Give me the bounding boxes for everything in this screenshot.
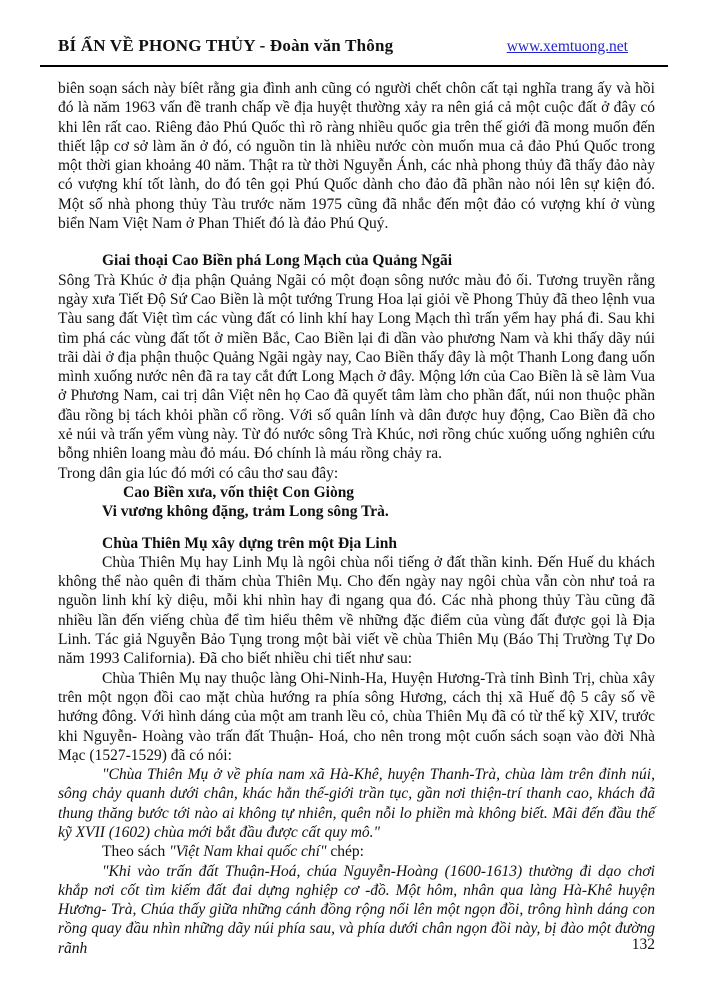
source-line [58,842,655,861]
source-line-pre: Theo sách [102,843,170,861]
source-book-title: "Việt Nam khai quốc chí" [169,843,327,861]
paragraph-intro: biên soạn sách này bíêt rằng gia đình anh cũng có người chết chôn cất tại nghĩa trang ấy và hồi đó là năm 1963 vấn đề tranh chấp về địa huyệt thường xảy ra nên giá cả một cuộc đất ở đây có khi lên rất cao. Riêng đảo Phú Quốc thì rõ ràng nhiều quốc gia trên thế giới đã mong muốn đến thiết lập cơ sở làm ăn ở đó, có nguồn tin là nhiều nước còn muốn mua cả đảo Phú Quốc trong một thời gian khoảng 40 năm. Thật ra từ thời Nguyễn Ánh, các nhà phong thủy đã thấy đảo này có vượng khí tốt lành, do đó tên gọi Phú Quốc dành cho đảo đã phần nào nói lên sự kiện đó. Một số nhà phong thủy Tàu trước năm 1975 cũng đã nhắc đến một đảo có vượng khí ở vùng biển Nam Việt Nam ở Phan Thiết đó là đảo Phú Quý. [58,80,655,233]
website-link[interactable]: www.xemtuong.net [506,38,628,55]
section-heading-cao-bien: Giai thoại Cao Biền phá Long Mạch của Quảng Ngãi [102,252,453,270]
page-number: 132 [631,936,655,953]
section-heading-thien-mu: Chùa Thiên Mụ xây dựng trên một Địa Linh [102,534,397,552]
source-line-post: chép: [326,843,364,861]
paragraph-thien-mu-2: Chùa Thiên Mụ nay thuộc làng Ohi-Ninh-Ha, Huyện Hương-Trà tỉnh Bình Trị, chùa xây trên một ngọn đồi cao mặt chùa hướng ra phía sông Hương, cách thị xã Huế độ 5 cây số về hướng đông. Với hình dáng của một am tranh lều cỏ, chùa Thiên Mụ đã có từ thế kỹ XIV, trước khi Nguyễn- Hoàng vào trấn đất Thuận- Hoá, cho nên trong một cuốn sách soạn vào đời Nhà Mạc (1527-1529) đã có nói: [58,669,655,764]
quote-khai-quoc-chi: "Khi vào trấn đất Thuận-Hoá, chúa Nguyễn-Hoàng (1600-1613) thường đi dạo chơi khắp nơi cốt tìm kiếm đất đai dựng nghiệp cơ -đồ. Một hôm, nhân qua làng Hà-Khê huyện Hương- Trà, Chúa thấy giữa những cánh đồng rộng nổi lên một ngọn đồi, trông hình dáng con rồng quay đầu nhìn những dãy núi phía sau, và phía dưới chân ngọn đồi này, bị đào một đường rãnh [58,862,655,957]
poem-line-1: Cao Biền xưa, vốn thiệt Con Giòng [123,483,355,501]
quote-nha-mac: "Chùa Thiên Mụ ở về phía nam xã Hà-Khê, huyện Thanh-Trà, chùa làm trên đỉnh núi, sông chảy quanh dưới chân, khác hẳn thế-giới trần tục, gần nơi thiện-trí thanh cao, khách đã thung thăng bước tới nào ai không tự nhiên, quên nỗi lo phiền mà không biết. Mãi đến đầu thế kỹ XVII (1602) chùa mới bắt đầu được cất quy mô." [58,766,655,841]
page-header [0,0,702,56]
poem-line-2: Vi vương không đặng, trảm Long sông Trà. [102,503,389,521]
paragraph-cao-bien: Sông Trà Khúc ở địa phận Quảng Ngãi có một đoạn sông nước màu đỏ ối. Tương truyền rằng ngày xưa Tiết Độ Sứ Cao Biền là một tướng Trung Hoa lại giỏi về Phong Thủy đã theo lệnh vua Tàu sang đất Việt tìm các vùng đất có linh khí hay Long Mạch thì trấn yểm hay phá đi. Sau khi tìm phá các vùng đất tốt ở miền Bắc, Cao Biền lại đi dần vào phương Nam và khi thấy dãy núi trãi dài ở địa phận thuộc Quảng Ngãi ngày nay, Cao Biền thấy đây là một Thanh Long đang uốn mình xuống nước nên đã ra tay cắt đứt Long Mạch ở đây. Mộng lớn của Cao Biền là sẽ làm Vua ở Phương Nam, cai trị dân Việt nên họ Cao đã quyết tâm làm cho phần đất, núi non thuộc phần đầu rồng bị tách khỏi phần cổ rồng. Với số quân lính và dân được huy động, Cao Biền đã cho xẻ núi và trấn yểm vùng này. Từ đó nước sông Trà Khúc, nơi rồng chúc xuống uống nghiên cứu bỗng nhiên loang màu đỏ máu. Đó chính là máu rồng chảy ra. [58,271,655,463]
paragraph-thien-mu-1: Chùa Thiên Mụ hay Linh Mụ là ngôi chùa nổi tiếng ở đất thần kinh. Đến Huế du khách không thể nào quên đi thăm chùa Thiên Mụ. Cho đến ngày nay ngôi chùa vẫn còn như toả ra nguồn linh khí kỳ diệu, mỗi khi nhìn hay đi ngang qua đó. Các nhà phong thủy Tàu cũng đã nhiều lần đến viếng chùa để tìm hiểu thêm về những đặc điểm của vùng đất được gọi là Địa Linh. Tác giả Nguyễn Bảo Tụng trong một bài viết về chùa Thiên Mụ (Báo Thị Trường Tự Do năm 1993 California). Đã cho biết nhiều chi tiết như sau: [58,553,655,668]
book-title: BÍ ẨN VỀ PHONG THỦY - Đoàn văn Thông [58,36,394,55]
page-body [0,67,702,958]
poem-lead-in: Trong dân gia lúc đó mới có câu thơ sau đây: [58,464,339,482]
